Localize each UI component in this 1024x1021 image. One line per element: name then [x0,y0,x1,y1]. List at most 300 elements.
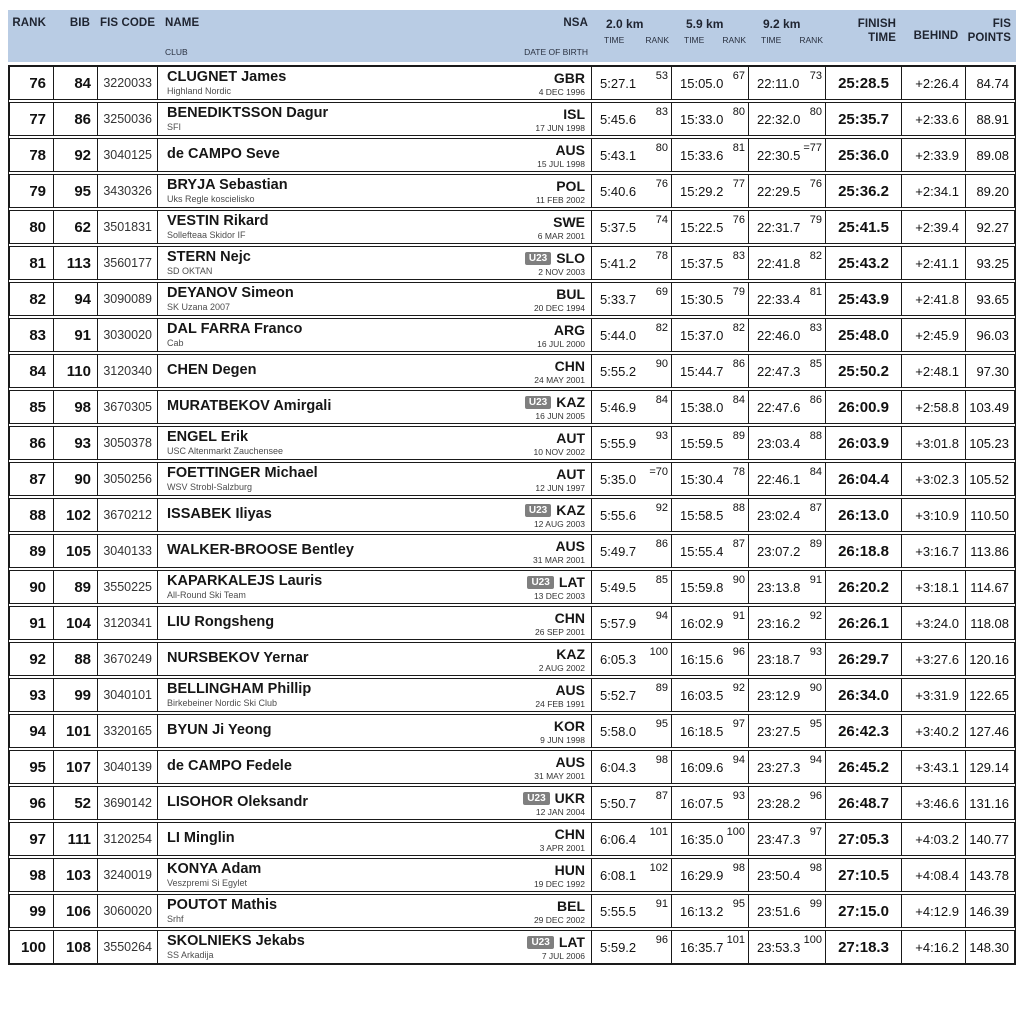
split1-rank: 85 [655,574,668,586]
table-row [9,426,1015,460]
split2-cell [672,751,749,783]
table-row [9,318,1015,352]
nsa-code: AUT [556,466,585,482]
split1-cell [592,103,672,135]
table-row [9,174,1015,208]
split1-time: 5:55.5 [600,903,637,919]
split3-rank: 83 [809,322,822,334]
fis-points-cell: 110.50 [970,507,1009,523]
athlete-block [167,247,251,279]
table-row [9,786,1015,820]
finish-time-cell: 25:36.0 [826,139,902,171]
athlete-name: STERN Nejc [167,248,251,265]
finish-time-cell: 27:15.0 [826,895,902,927]
split1-cell [592,139,672,171]
behind-cell: +2:58.8 [902,391,966,423]
name-cell [158,175,592,207]
date-of-birth: 12 JUN 1997 [535,483,585,493]
rank-cell: 84 [10,355,54,387]
header-behind: BEHIND [913,30,959,42]
split3-cell [749,499,826,531]
split3-rank: 76 [809,178,822,190]
name-cell [158,211,592,243]
rank-cell: 77 [10,103,54,135]
athlete-name: BENEDIKTSSON Dagur [167,104,329,121]
nsa-code: AUT [556,430,585,446]
split1-rank: =70 [649,466,668,478]
table-row [9,534,1015,568]
nsa-block [540,823,585,855]
nsa-code: KOR [553,718,585,734]
split2-time: 16:15.6 [680,651,724,667]
athlete-name: NURSBEKOV Yernar [167,650,309,667]
split3-time: 23:12.9 [757,687,801,703]
finish-time-cell: 26:48.7 [826,787,902,819]
rank-cell: 81 [10,247,54,279]
split3-rank: 80 [809,106,822,118]
athlete-club: Cab [167,337,184,348]
split3-time: 22:30.5 [757,147,801,163]
athlete-block [167,211,269,243]
bib-cell: 102 [54,499,98,531]
athlete-name: BRYJA Sebastian [167,176,288,193]
split2-cell [672,103,749,135]
split1-rank: 102 [649,862,668,874]
athlete-name: FOETTINGER Michael [167,464,318,481]
date-of-birth: 3 APR 2001 [539,843,585,853]
split1-rank: 92 [655,502,668,514]
nsa-code: SLO [556,250,585,266]
name-cell [158,247,592,279]
split1-time: 5:45.6 [600,111,637,127]
split3-rank: 95 [809,718,822,730]
split3-time: 22:47.6 [757,399,801,415]
name-cell [158,931,592,963]
nsa-block [525,499,585,531]
date-of-birth: 12 JAN 2004 [535,807,585,817]
split3-rank: 94 [809,754,822,766]
fis-points-cell: 89.08 [976,147,1009,163]
split3-time: 22:46.0 [757,327,801,343]
athlete-block [167,139,280,171]
split3-time: 22:41.8 [757,255,801,271]
nsa-code: ARG [553,322,585,338]
athlete-club: SK Uzana 2007 [167,301,231,312]
split3-cell [749,319,826,351]
date-of-birth: 2 NOV 2003 [538,267,585,277]
split1-cell [592,247,672,279]
split1-cell [592,355,672,387]
split1-rank: 86 [655,538,668,550]
finish-time-cell: 26:04.4 [826,463,902,495]
split3-cell [749,643,826,675]
athlete-block [167,751,292,783]
rank-cell: 90 [10,571,54,603]
athlete-name: WALKER-BROOSE Bentley [167,542,354,559]
nsa-code: LAT [558,934,585,950]
athlete-club: SFI [167,121,182,132]
rank-cell: 95 [10,751,54,783]
fis-points-cell: 146.39 [969,903,1009,919]
split3-rank: 98 [809,862,822,874]
split2-rank: 82 [732,322,745,334]
u23-badge: U23 [525,396,551,409]
athlete-block [167,175,288,207]
behind-cell: +2:39.4 [902,211,966,243]
bib-cell: 52 [54,787,98,819]
finish-time-cell: 25:50.2 [826,355,902,387]
split2-time: 16:07.5 [680,795,724,811]
finish-time-cell: 26:13.0 [826,499,902,531]
fis-code-cell: 3320165 [98,715,158,747]
fis-code-cell: 3040101 [98,679,158,711]
split1-rank: 96 [655,934,668,946]
nsa-block [539,67,585,99]
header-points-line1: FIS [992,18,1011,30]
nsa-block [525,391,585,423]
bib-cell: 90 [54,463,98,495]
split2-rank: 81 [732,142,745,154]
table-row [9,822,1015,856]
split2-rank: 98 [732,862,745,874]
rank-cell: 100 [10,931,54,963]
split1-rank: 69 [655,286,668,298]
finish-time-cell: 27:10.5 [826,859,902,891]
finish-time-cell: 26:26.1 [826,607,902,639]
fis-points-cell: 105.23 [969,435,1009,451]
split1-time: 6:08.1 [600,867,637,883]
date-of-birth: 9 JUN 1998 [540,735,585,745]
finish-time-cell: 25:43.9 [826,283,902,315]
split3-time: 22:11.0 [757,75,800,91]
date-of-birth: 17 JUN 1998 [535,123,585,133]
table-row [9,894,1015,928]
header-rank-sub-label: RANK [645,35,669,45]
name-cell [158,643,592,675]
split3-rank: 97 [809,826,822,838]
fis-points-cell: 143.78 [969,867,1009,883]
split1-time: 6:04.3 [600,759,637,775]
date-of-birth: 13 DEC 2003 [533,591,585,601]
split3-cell [749,139,826,171]
split1-cell [592,751,672,783]
split2-cell [672,427,749,459]
split2-rank: 80 [732,106,745,118]
bib-cell: 113 [54,247,98,279]
rank-cell: 78 [10,139,54,171]
date-of-birth: 16 JUN 2005 [535,411,585,421]
date-of-birth: 16 JUL 2000 [537,339,585,349]
header-time-label: TIME [684,35,705,45]
behind-cell: +4:12.9 [902,895,966,927]
split2-cell [672,319,749,351]
split2-cell [672,787,749,819]
nsa-code: AUS [555,142,585,158]
nsa-code: GBR [553,70,585,86]
nsa-block [540,715,585,747]
bib-cell: 92 [54,139,98,171]
athlete-name: ENGEL Erik [167,428,249,445]
header-rank-sub-label: RANK [799,35,823,45]
split1-cell [592,391,672,423]
name-cell [158,283,592,315]
bib-cell: 98 [54,391,98,423]
name-cell [158,355,592,387]
fis-code-cell: 3040139 [98,751,158,783]
name-cell [158,895,592,927]
split2-cell [672,463,749,495]
name-cell [158,319,592,351]
split1-cell [592,679,672,711]
split1-cell [592,859,672,891]
split1-rank: 84 [655,394,668,406]
nsa-code: KAZ [556,646,585,662]
split3-rank: 93 [809,646,822,658]
finish-time-cell: 27:05.3 [826,823,902,855]
split1-cell [592,931,672,963]
fis-code-cell: 3040125 [98,139,158,171]
split3-time: 23:02.4 [757,507,801,523]
date-of-birth: 24 MAY 2001 [534,375,585,385]
bib-cell: 88 [54,643,98,675]
athlete-block [167,607,274,639]
nsa-block [523,787,585,819]
name-cell [158,67,592,99]
nsa-code: CHN [554,610,585,626]
split2-rank: 101 [726,934,745,946]
split1-cell [592,211,672,243]
split3-cell [749,787,826,819]
nsa-block [525,247,585,279]
date-of-birth: 20 DEC 1994 [533,303,585,313]
header-rank-sub-label: RANK [722,35,746,45]
rank-cell: 98 [10,859,54,891]
fis-code-cell: 3550264 [98,931,158,963]
split3-rank: 82 [809,250,822,262]
date-of-birth: 26 SEP 2001 [535,627,585,637]
split1-time: 5:55.6 [600,507,637,523]
nsa-block [527,931,585,963]
split1-time: 5:46.9 [600,399,637,415]
split3-rank: 73 [809,70,822,82]
split1-rank: 82 [655,322,668,334]
bib-cell: 111 [54,823,98,855]
nsa-code: LAT [558,574,585,590]
name-cell [158,571,592,603]
split2-time: 15:58.5 [680,507,724,523]
fis-code-cell: 3430326 [98,175,158,207]
rank-cell: 76 [10,67,54,99]
split2-cell [672,859,749,891]
nsa-code: BEL [557,898,585,914]
athlete-club: USC Altenmarkt Zauchensee [167,445,284,456]
split2-rank: 79 [732,286,745,298]
nsa-code: POL [556,178,585,194]
behind-cell: +2:48.1 [902,355,966,387]
name-cell [158,139,592,171]
rank-cell: 97 [10,823,54,855]
split1-cell [592,319,672,351]
split1-cell [592,283,672,315]
nsa-block [537,139,585,171]
split3-cell [749,283,826,315]
date-of-birth: 31 MAR 2001 [533,555,585,565]
fis-code-cell: 3120341 [98,607,158,639]
nsa-block [535,607,585,639]
header-fis-code: FIS CODE [100,17,156,29]
split2-rank: 90 [732,574,745,586]
athlete-block [167,715,271,747]
bib-cell: 103 [54,859,98,891]
athlete-block [167,463,318,495]
split3-time: 23:50.4 [757,867,801,883]
rank-cell: 86 [10,427,54,459]
athlete-block [167,787,308,819]
bib-cell: 95 [54,175,98,207]
name-cell [158,427,592,459]
split1-rank: 83 [655,106,668,118]
split2-cell [672,715,749,747]
athlete-club: Highland Nordic [167,85,232,96]
split1-time: 5:50.7 [600,795,637,811]
nsa-block [535,103,585,135]
split1-rank: 80 [655,142,668,154]
split1-time: 5:37.5 [600,219,637,235]
split3-cell [749,607,826,639]
fis-points-cell: 118.08 [970,615,1009,631]
fis-points-cell: 122.65 [969,687,1009,703]
header-finish-line1: FINISH [857,18,896,30]
split3-time: 23:27.5 [757,723,801,739]
bib-cell: 99 [54,679,98,711]
split3-rank: 86 [809,394,822,406]
split2-cell [672,823,749,855]
behind-cell: +2:26.4 [902,67,966,99]
split3-cell [749,859,826,891]
nsa-block [534,751,585,783]
split2-time: 15:22.5 [680,219,724,235]
rank-cell: 92 [10,643,54,675]
split2-cell [672,247,749,279]
fis-points-cell: 113.86 [970,543,1009,559]
split2-time: 15:30.4 [680,471,724,487]
rank-cell: 80 [10,211,54,243]
split3-time: 23:47.3 [757,831,801,847]
nsa-code: CHN [554,358,585,374]
split1-rank: 89 [655,682,668,694]
nsa-code: UKR [554,790,585,806]
split2-rank: 97 [732,718,745,730]
behind-cell: +3:40.2 [902,715,966,747]
athlete-block [167,931,305,963]
fis-points-cell: 120.16 [969,651,1009,667]
fis-code-cell: 3050378 [98,427,158,459]
split1-time: 6:06.4 [600,831,637,847]
split2-cell [672,211,749,243]
fis-points-cell: 140.77 [969,831,1009,847]
athlete-block [167,823,235,855]
date-of-birth: 15 JUL 1998 [537,159,585,169]
split3-time: 23:13.8 [757,579,801,595]
rank-cell: 82 [10,283,54,315]
finish-time-cell: 25:48.0 [826,319,902,351]
nsa-code: AUS [555,754,585,770]
name-cell [158,499,592,531]
split2-rank: 77 [732,178,745,190]
table-row [9,462,1015,496]
rank-cell: 83 [10,319,54,351]
split1-time: 5:49.5 [600,579,637,595]
athlete-block [167,643,309,675]
behind-cell: +3:31.9 [902,679,966,711]
table-row [9,282,1015,316]
athlete-block [167,67,286,99]
athlete-name: CHEN Degen [167,362,257,379]
split2-rank: 67 [732,70,745,82]
header-time-label: TIME [761,35,782,45]
nsa-code: AUS [555,538,585,554]
athlete-club: Veszpremi Si Egylet [167,877,248,888]
header-split-2km [594,10,674,62]
split3-cell [749,715,826,747]
u23-badge: U23 [525,252,551,265]
athlete-block [167,859,261,891]
split1-rank: 74 [655,214,668,226]
table-row [9,210,1015,244]
name-cell [158,751,592,783]
fis-code-cell: 3060020 [98,895,158,927]
athlete-block [167,427,283,459]
name-cell [158,787,592,819]
split2-cell [672,643,749,675]
fis-points-cell: 93.25 [976,255,1009,271]
finish-time-cell: 26:29.7 [826,643,902,675]
split3-cell [749,355,826,387]
split3-time: 23:51.6 [757,903,801,919]
date-of-birth: 29 DEC 2002 [533,915,585,925]
split3-cell [749,679,826,711]
u23-badge: U23 [523,792,549,805]
fis-points-cell: 129.14 [969,759,1009,775]
finish-time-cell: 25:36.2 [826,175,902,207]
split2-cell [672,391,749,423]
finish-time-cell: 26:03.9 [826,427,902,459]
header-split-92km [751,10,828,62]
athlete-block [167,355,256,387]
rank-cell: 94 [10,715,54,747]
split1-cell [592,463,672,495]
split2-cell [672,895,749,927]
split3-cell [749,247,826,279]
split1-time: 5:35.0 [600,471,637,487]
table-row [9,570,1015,604]
split3-time: 22:47.3 [757,363,801,379]
finish-time-cell: 26:20.2 [826,571,902,603]
nsa-block [537,319,585,351]
split2-cell [672,355,749,387]
split2-time: 16:35.0 [680,831,724,847]
split3-rank: 91 [809,574,822,586]
split1-time: 5:58.0 [600,723,637,739]
split2-time: 16:13.2 [680,903,724,919]
header-split-59km [674,10,751,62]
header-name-nsa [156,10,594,62]
split3-cell [749,427,826,459]
split3-rank: 79 [809,214,822,226]
split3-time: 22:46.1 [757,471,801,487]
fis-points-cell: 89.20 [976,183,1009,199]
header-time-label: TIME [604,35,625,45]
